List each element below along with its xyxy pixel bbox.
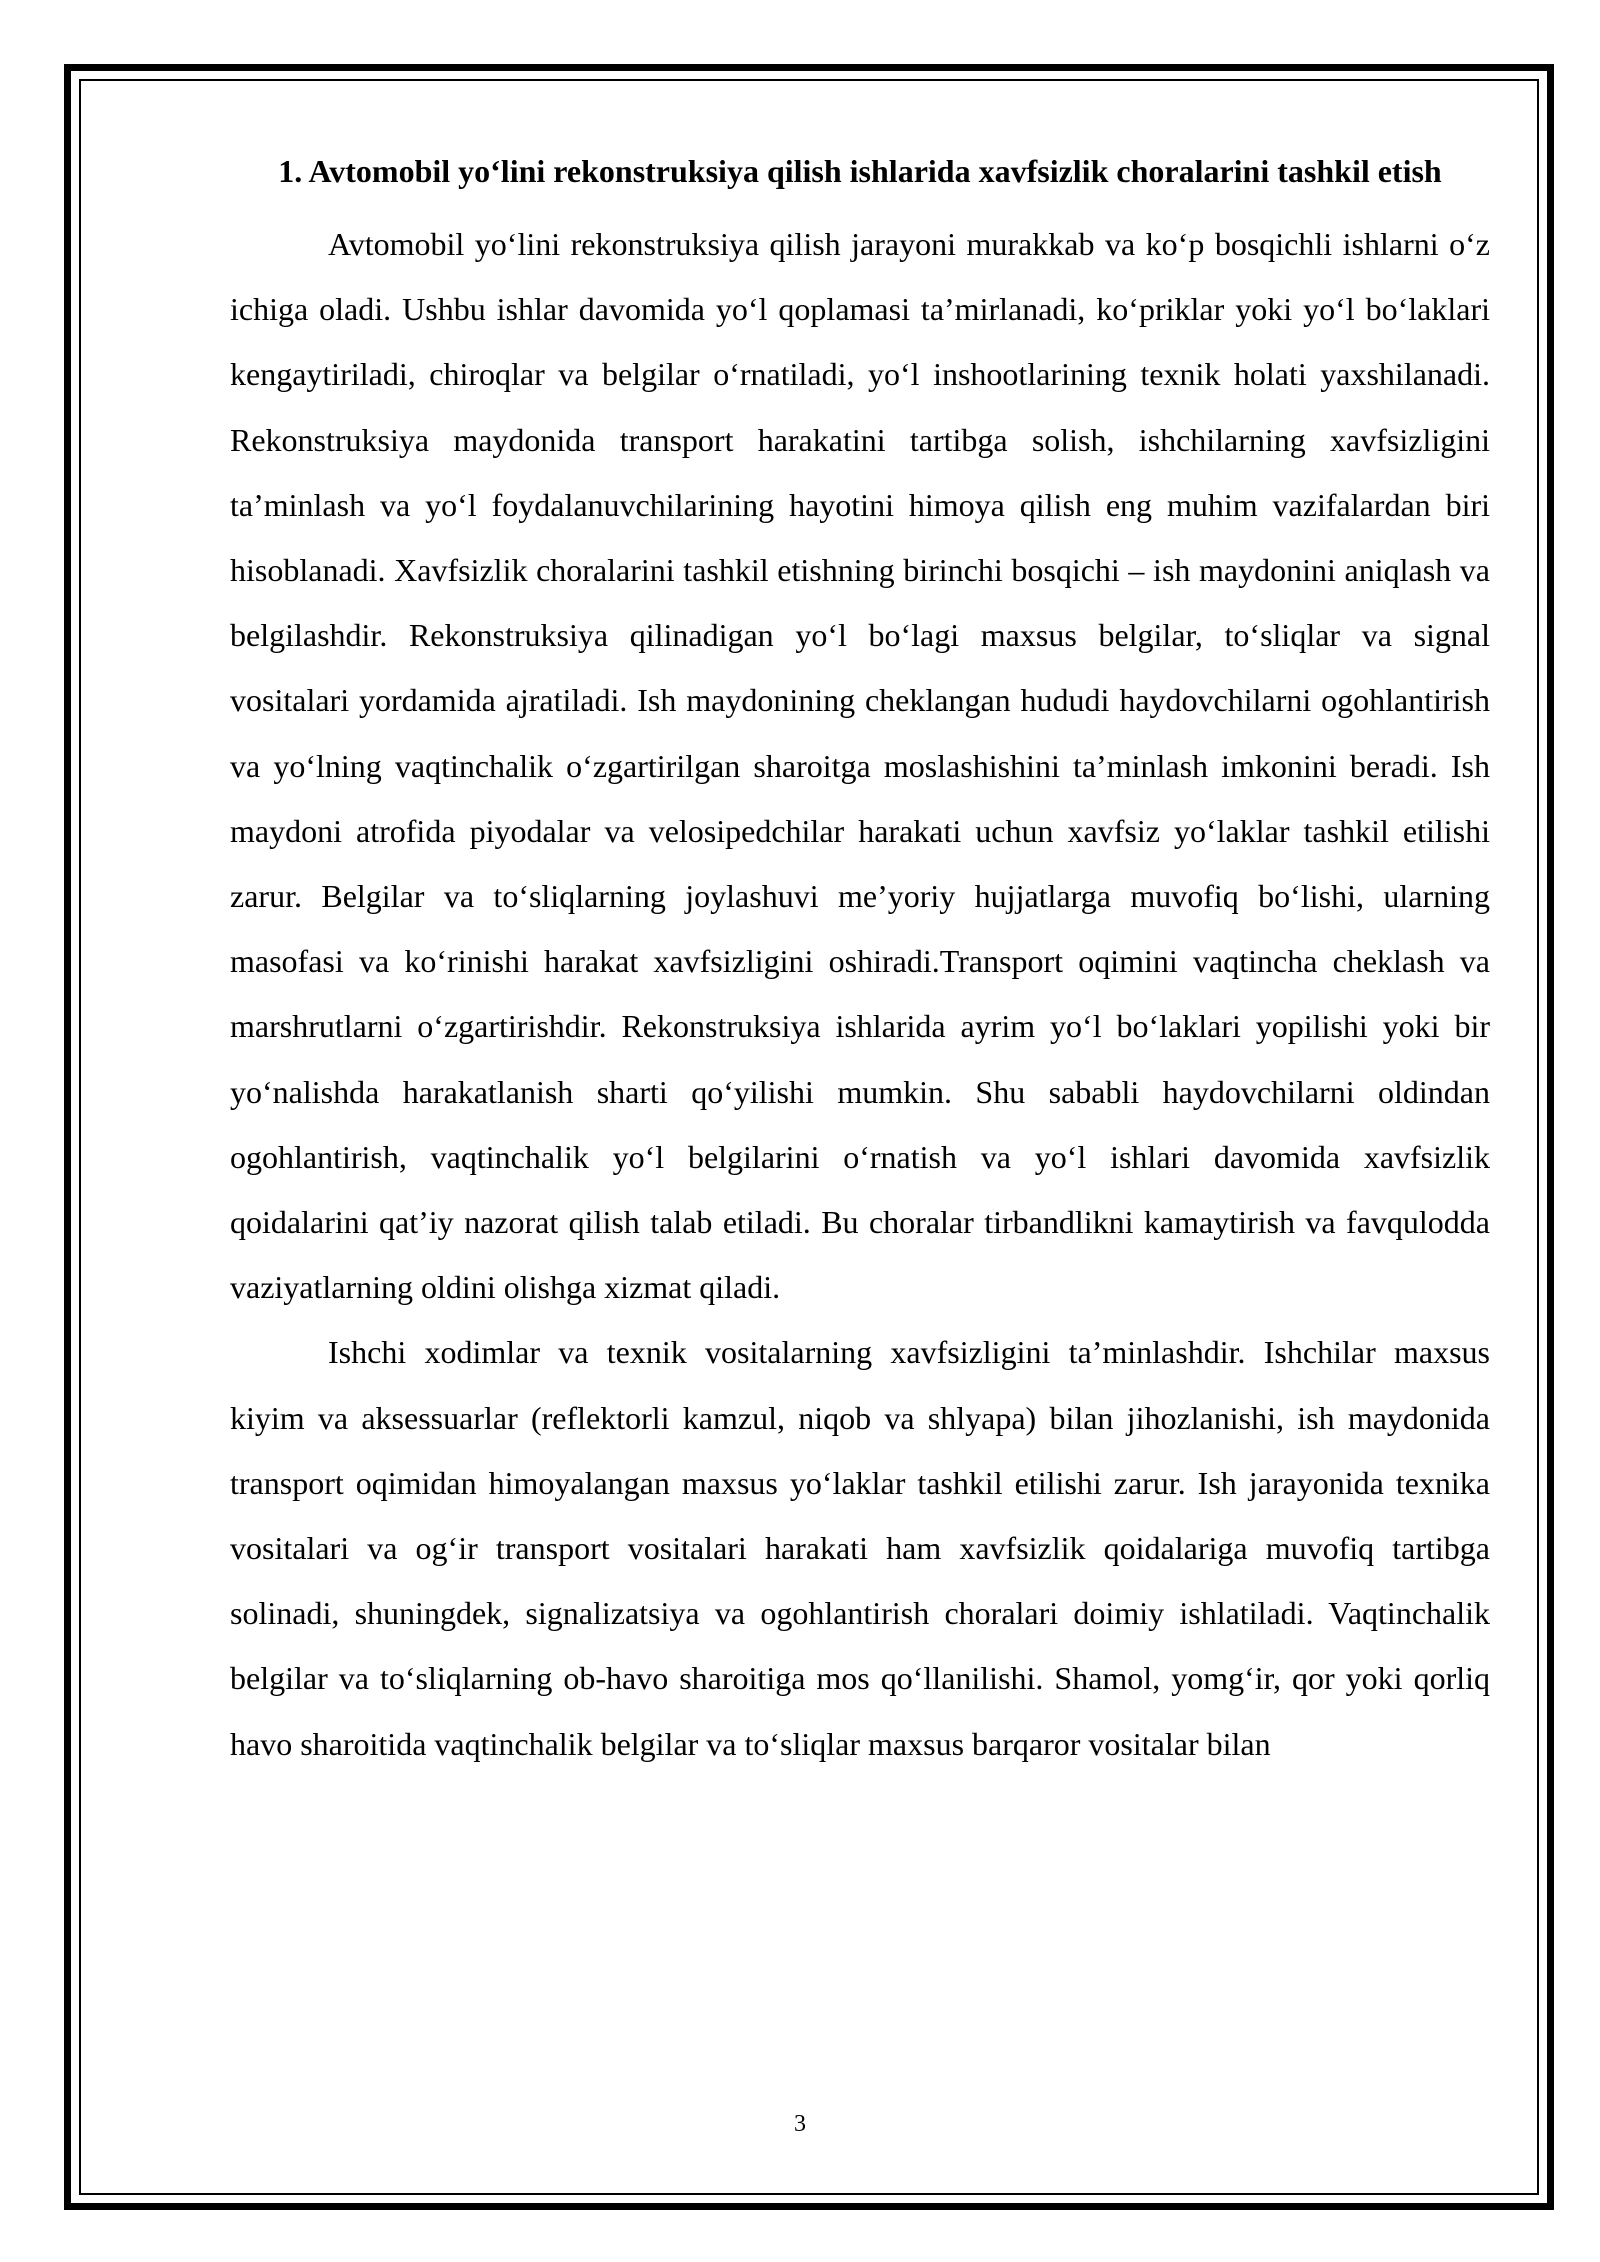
body-paragraph-2: Ishchi xodimlar va texnik vositalarning xavfsizligini ta’minlashdir. Ishchilar maxsus kiyim va aksessuarlar (reflektorli kamzul, niqob va shlyapa) bilan jihozlanishi, ish maydonida transport oqimidan himoyalangan maxsus yo‘laklar tashkil etilishi zarur. Ish jarayonida texnika vositalari va og‘ir transport vositalari harakati ham xavfsizlik qoidalariga muvofiq tartibga solinadi, shuningdek, signalizatsiya va ogohlantirish choralari doimiy ishlatiladi. Vaqtinchalik belgilar va to‘sliqlarning ob-havo sharoitiga mos qo‘llanilishi. Shamol, yomg‘ir, qor yoki qorliq havo sharoitida vaqtinchalik belgilar va to‘sliqlar maxsus barqaror vositalar bilan: [230, 1334, 1490, 1762]
section-heading: 1. Avtomobil yo‘lini rekonstruksiya qilish ishlarida xavfsizlik choralarini tashkil etish: [278, 153, 1442, 189]
body-paragraph-1: Avtomobil yo‘lini rekonstruksiya qilish jarayoni murakkab va ko‘p bosqichli ishlarni o‘z ichiga oladi. Ushbu ishlar davomida yo‘l qoplamasi ta’mirlanadi, ko‘priklar yoki yo‘l bo‘laklari kengaytiriladi, chiroqlar va belgilar o‘rnatiladi, yo‘l inshootlarining texnik holati yaxshilanadi. Rekonstruksiya maydonida transport harakatini tartibga solish, ishchilarning xavfsizligini ta’minlash va yo‘l foydalanuvchilarining hayotini himoya qilish eng muhim vazifalardan biri hisoblanadi. Xavfsizlik choralarini tashkil etishning birinchi bosqichi – ish maydonini aniqlash va belgilashdir. Rekonstruksiya qilinadigan yo‘l bo‘lagi maxsus belgilar, to‘sliqlar va signal vositalari yordamida ajratiladi. Ish maydonining cheklangan hududi haydovchilarni ogohlantirish va yo‘lning vaqtinchalik o‘zgartirilgan sharoitga moslashishini ta’minlash imkonini beradi. Ish maydoni atrofida piyodalar va velosipedchilar harakati uchun xavfsiz yo‘laklar tashkil etilishi zarur. Belgilar va to‘sliqlarning joylashuvi me’yoriy hujjatlarga muvofiq bo‘lishi, ularning masofasi va ko‘rinishi harakat xavfsizligini oshiradi.Transport oqimini vaqtincha cheklash va marshrutlarni o‘zgartirishdir. Rekonstruksiya ishlarida ayrim yo‘l bo‘laklari yopilishi yoki bir yo‘nalishda harakatlanish sharti qo‘yilishi mumkin. Shu sababli haydovchilarni oldindan ogohlantirish, vaqtinchalik yo‘l belgilarini o‘rnatish va yo‘l ishlari davomida xavfsizlik qoidalarini qat’iy nazorat qilish talab etiladi. Bu choralar tirbandlikni kamaytirish va favqulodda vaziyatlarning oldini olishga xizmat qiladi.: [230, 226, 1490, 1306]
document-body: [230, 150, 1490, 1777]
page-number: 3: [794, 2111, 806, 2137]
